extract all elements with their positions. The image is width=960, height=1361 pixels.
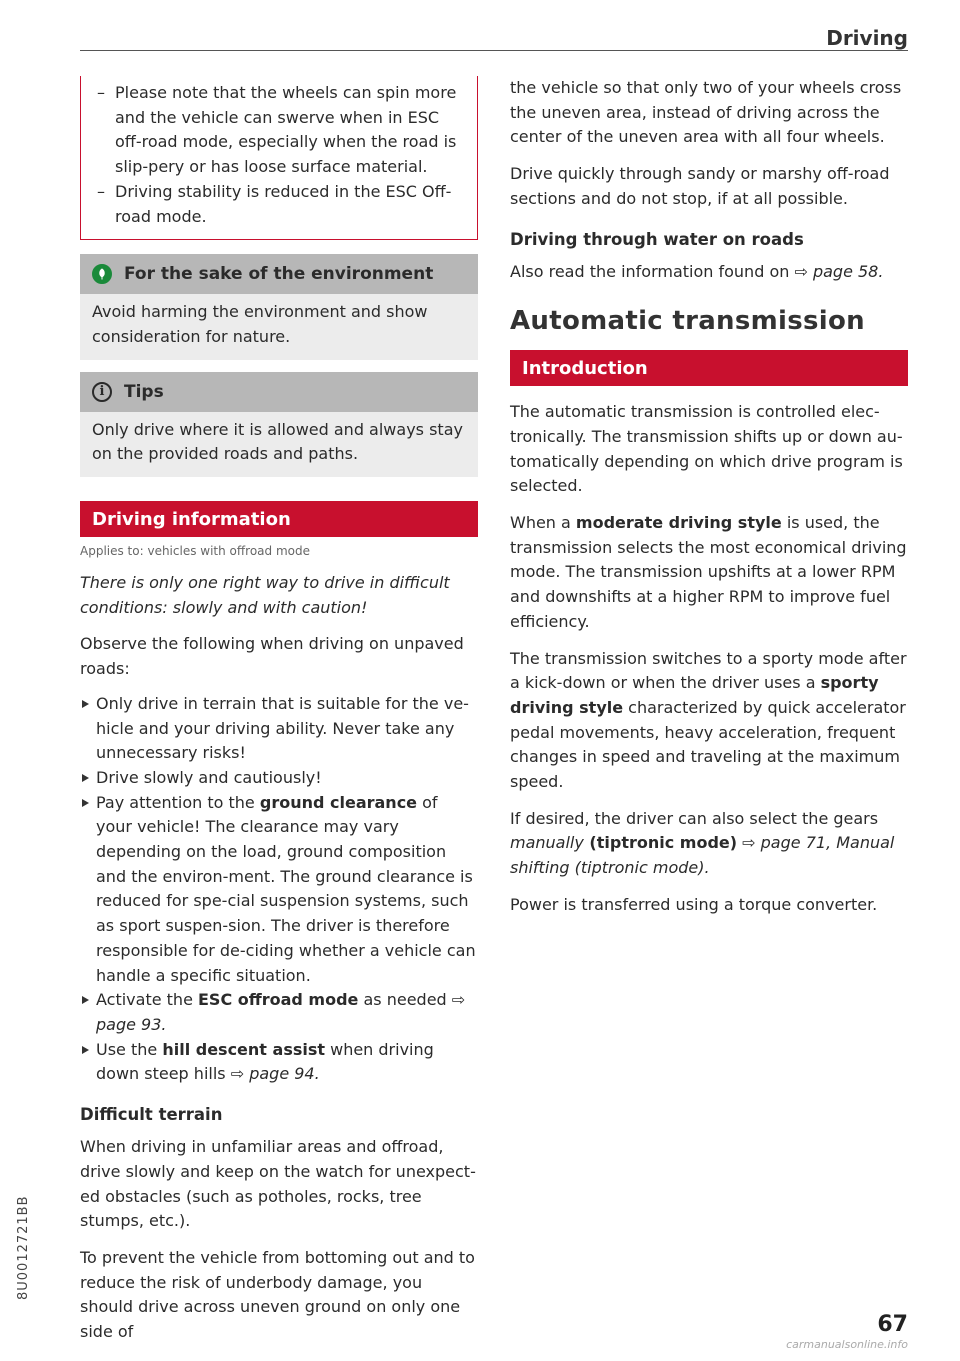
environment-note (80, 254, 478, 359)
page-number: 67 (877, 1312, 908, 1337)
environment-note-header (80, 254, 478, 294)
torque-converter-text: Power is transferred using a torque converter. (510, 894, 878, 914)
section-title-introduction: Introduction (510, 350, 908, 386)
environment-note-body (80, 294, 478, 359)
underbody-text: To prevent the vehicle from bottoming out and to reduce the risk of underbody damage, you should drive across uneven ground on only one side of (80, 1247, 475, 1342)
left-column (80, 76, 478, 1345)
section-title-driving-information: Driving information (80, 501, 478, 537)
list-item: Pay attention to the ground clearance of your vehicle! The clearance may vary depending on the load, ground composition and the environ-ment. The ground clearance is reduced for spe-cial suspension systems, such as sport suspen-sion. The driver is therefore responsible for de-ciding whether a vehicle can handle a specific situation. (80, 791, 478, 989)
water-heading: Driving through water on roads (510, 229, 804, 249)
right-column (510, 76, 908, 918)
page-ref-link[interactable]: ⇨ page 71, Manual shifting (tiptronic mode). (510, 833, 895, 878)
chapter-title: Automatic transmission (510, 306, 865, 337)
document-code: 8U0012721BB (16, 1195, 31, 1300)
tips-note-text: Only drive where it is allowed and always stay on the provided roads and paths. (92, 419, 463, 464)
header-rule (80, 50, 908, 51)
list-item: Drive slowly and cautiously! (80, 766, 478, 791)
tips-note (80, 372, 478, 477)
intro-text: The automatic transmission is controlled elec-tronically. The transmission shifts up or down au-tomatically depending on which drive program is selected. (510, 402, 903, 496)
tips-note-header (80, 372, 478, 412)
running-header: Driving (826, 26, 908, 50)
warning-item: – Driving stability is reduced in the ESC Off-road mode. (95, 180, 467, 229)
observe-text: Observe the following when driving on unpaved roads: (80, 634, 464, 679)
water-text: Also read the information found on ⇨ page 58. (510, 261, 884, 281)
watermark: carmanualsonline.info (786, 1338, 908, 1351)
list-item: Use the hill descent assist when driving down steep hills ⇨ page 94. (80, 1038, 478, 1087)
environment-note-text: Avoid harming the environment and show consideration for nature. (92, 302, 428, 346)
leaf-icon (92, 264, 112, 284)
sandy-text: Drive quickly through sandy or marshy off-road sections and do not stop, if at all possible. (510, 164, 890, 208)
page-ref-link[interactable]: ⇨ page 94. (230, 1064, 320, 1084)
list-item: Only drive in terrain that is suitable for the ve-hicle and your driving ability. Never take any unnecessary risks! (80, 692, 478, 766)
tips-note-title: Tips (124, 381, 164, 402)
continued-text: the vehicle so that only two of your wheels cross the uneven area, instead of driving across the center of the uneven area with all four wheels. (510, 78, 902, 147)
applies-to: Applies to: vehicles with offroad mode (80, 544, 310, 559)
info-icon: i (92, 382, 112, 402)
difficult-terrain-heading: Difficult terrain (80, 1105, 223, 1125)
manual-shift-text: If desired, the driver can also select the gears manually (tiptronic mode) ⇨ page 71, Manual shifting (tiptronic mode). (510, 808, 895, 878)
warning-item: – Please note that the wheels can spin more and the vehicle can swerve when in ESC off-road mode, especially when the road is slip-pery or has loose surface material. (95, 81, 467, 180)
list-item: Activate the ESC offroad mode as needed ⇨ page 93. (80, 988, 478, 1037)
tips-note-body (80, 412, 478, 477)
difficult-terrain-text: When driving in unfamiliar areas and offroad, drive slowly and keep on the watch for unexpect-ed obstacles (such as potholes, rocks, tree stumps, etc.). (80, 1137, 476, 1231)
driving-bullets (80, 692, 478, 1087)
page-ref-link[interactable]: ⇨ page 93. (96, 990, 466, 1034)
sporty-style-text: The transmission switches to a sporty mode after a kick-down or when the driver uses a sporty driving style characterized by quick accelerator pedal movements, heavy acceleration, frequent changes in speed and traveling at the maximum speed. (510, 648, 907, 792)
moderate-style-text: When a moderate driving style is used, the transmission selects the most economical driving mode. The transmission upshifts at a lower RPM and downshifts at a higher RPM to improve fuel efficiency. (510, 513, 907, 631)
environment-note-title: For the sake of the environment (124, 264, 434, 285)
warning-box-continued (80, 76, 478, 240)
page-ref-link[interactable]: ⇨ page 58. (794, 261, 884, 281)
intro-italic: There is only one right way to drive in difficult conditions: slowly and with caution! (80, 573, 450, 617)
